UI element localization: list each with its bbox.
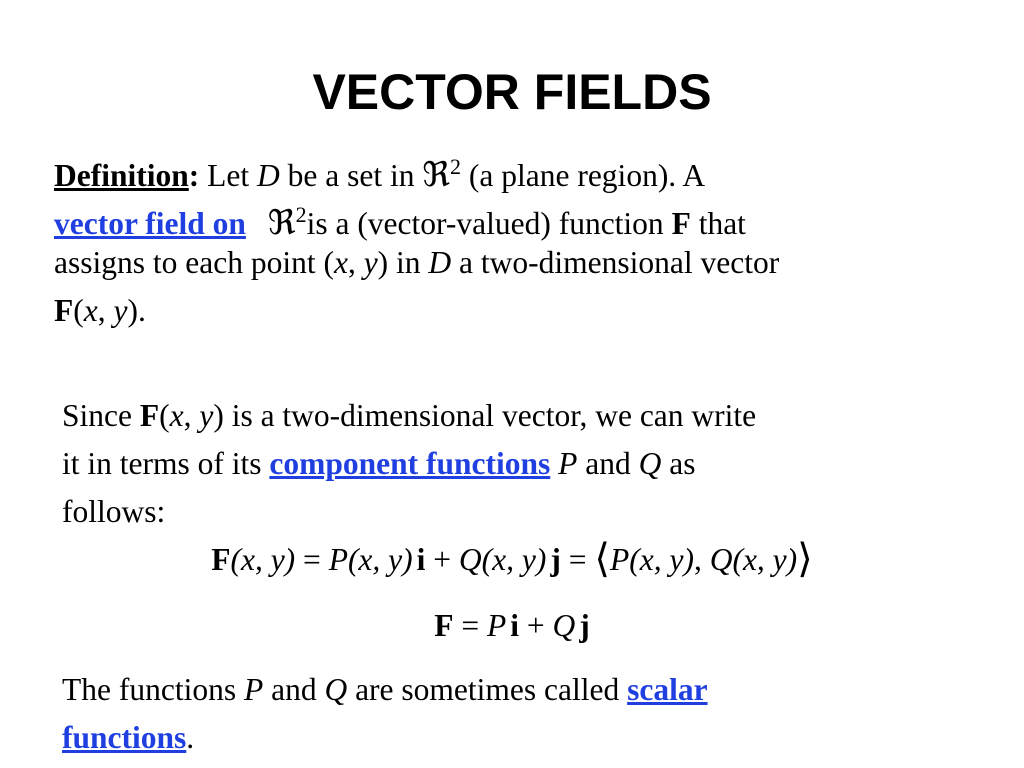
eq-plus: + <box>519 608 553 643</box>
slide-title: VECTOR FIELDS <box>312 64 712 120</box>
component-equation <box>0 533 1024 586</box>
bold-f: F <box>139 398 160 433</box>
component-paragraph <box>62 392 756 536</box>
eq-i: i <box>416 542 426 577</box>
definition-paragraph <box>54 143 779 335</box>
var-d: D <box>257 158 280 193</box>
text: The functions <box>62 672 244 707</box>
eq-args: (x, y) <box>481 542 547 577</box>
reals-symbol: ℜ <box>422 155 451 195</box>
definition-line-3 <box>54 239 779 287</box>
text: (a plane region). A <box>461 158 706 193</box>
text: and <box>263 672 325 707</box>
scalar-line-1 <box>62 666 708 714</box>
text: are sometimes called <box>347 672 628 707</box>
eq-f: F <box>211 542 231 577</box>
text: as <box>661 446 696 481</box>
eq-langle: ⟨ <box>594 536 610 581</box>
eq-i: i <box>510 608 519 643</box>
eq-equals: = <box>560 542 595 577</box>
text: . <box>186 720 195 755</box>
text: is a (vector-valued) function <box>306 206 672 241</box>
definition-line-1 <box>54 143 779 195</box>
text: Since <box>62 398 140 433</box>
eq-j: j <box>550 542 561 577</box>
var-p: P <box>558 446 578 481</box>
eq-q: Q <box>552 608 576 643</box>
definition-label: Definition <box>54 158 189 193</box>
text: be a set in <box>279 158 423 193</box>
since-line-2 <box>62 440 756 488</box>
eq-comma: , <box>693 542 710 577</box>
text: and <box>577 446 639 481</box>
eq-p: P <box>610 542 630 577</box>
eq-j: j <box>579 608 590 643</box>
since-line-1 <box>62 392 756 440</box>
var-x: x <box>169 398 184 433</box>
short-equation <box>0 600 1024 652</box>
scalar-functions-link[interactable]: functions <box>62 720 187 755</box>
var-x: x <box>333 245 348 280</box>
var-y: y <box>113 293 128 328</box>
var-y: y <box>363 245 378 280</box>
scalar-paragraph <box>62 666 708 762</box>
bold-f: F <box>54 293 74 328</box>
eq-rangle: ⟩ <box>797 536 813 581</box>
eq-equals: = <box>295 542 329 577</box>
eq-args: (x, y) <box>230 542 296 577</box>
text: follows: <box>62 494 166 529</box>
eq-q: Q <box>709 542 733 577</box>
var-p: P <box>243 672 264 707</box>
text: assigns to each point ( <box>54 245 334 280</box>
definition-line-4 <box>54 287 779 335</box>
text: a two-dimensional vector <box>451 245 780 280</box>
scalar-functions-link[interactable]: scalar <box>627 672 708 707</box>
text: ) in <box>377 245 429 280</box>
text: it in terms of its <box>62 446 270 481</box>
eq-f: F <box>434 608 454 643</box>
var-y: y <box>199 398 214 433</box>
var-q: Q <box>638 446 662 481</box>
text: ). <box>127 293 146 328</box>
text: ( <box>159 398 170 433</box>
text: ( <box>73 293 84 328</box>
definition-colon: : <box>188 158 200 193</box>
vector-field-link[interactable]: vector field on <box>54 206 246 241</box>
eq-p: P <box>486 608 507 643</box>
text <box>550 446 558 481</box>
text: Let <box>199 158 257 193</box>
var-d: D <box>428 245 452 280</box>
eq-args: (x, y) <box>629 542 694 577</box>
eq-q: Q <box>458 542 482 577</box>
text: , <box>97 293 114 328</box>
since-line-3 <box>62 488 756 536</box>
exponent-2: 2 <box>295 202 307 227</box>
eq-args: (x, y) <box>732 542 798 577</box>
text: ) is a two-dimensional vector, we can write <box>213 398 757 433</box>
eq-p: P <box>328 542 348 577</box>
eq-args: (x, y) <box>347 542 413 577</box>
component-functions-link[interactable]: component functions <box>269 446 551 481</box>
eq-plus: + <box>425 542 459 577</box>
text: , <box>347 245 364 280</box>
var-q: Q <box>324 672 348 707</box>
scalar-line-2 <box>62 714 708 762</box>
exponent-2: 2 <box>450 154 462 179</box>
bold-f: F <box>671 206 691 241</box>
text: that <box>690 206 746 241</box>
reals-symbol: ℜ <box>267 203 296 243</box>
var-x: x <box>83 293 98 328</box>
definition-line-2 <box>54 191 779 243</box>
text: , <box>183 398 200 433</box>
eq-equals: = <box>453 608 487 643</box>
